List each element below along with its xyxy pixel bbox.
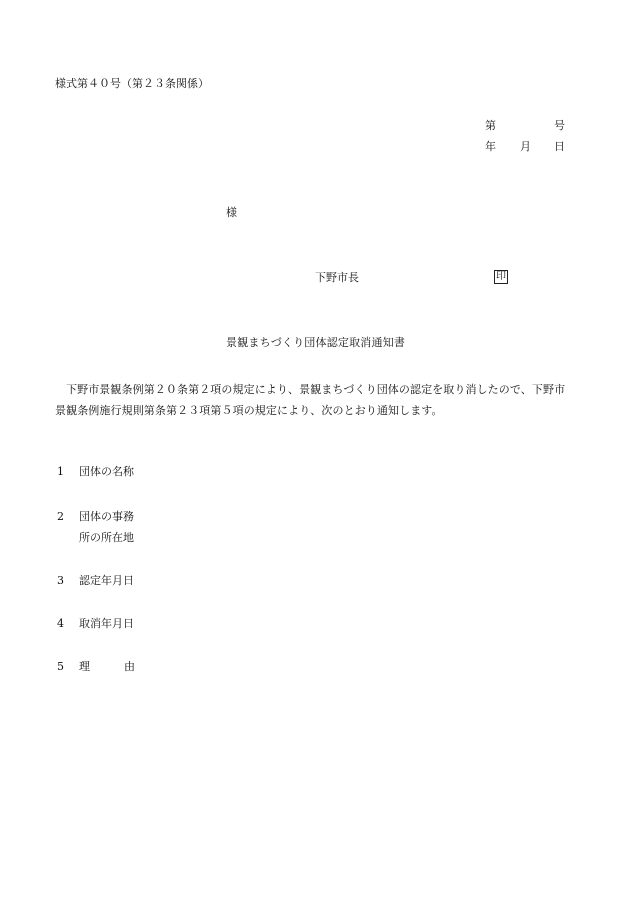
form-number: 様式第４０号（第２３条関係）: [55, 77, 209, 90]
notice-body: 下野市景観条例第２０条第２項の規定により、景観まちづくり団体の認定を取り消したので、下野市景観条例施行規則第条第２３項第５項の規定により、次のとおり通知します。: [55, 383, 566, 417]
item-number: 1: [57, 465, 64, 478]
item-label-part-2: 由: [124, 660, 135, 673]
item-number: 2: [57, 510, 64, 523]
item-label: 取消年月日: [79, 617, 134, 630]
item-number: 5: [57, 660, 64, 673]
document-title: 景観まちづくり団体認定取消通知書: [226, 336, 406, 349]
document-number-label: 第: [485, 119, 496, 132]
date-month-label: 月: [520, 140, 531, 153]
document-number-suffix: 号: [554, 119, 565, 132]
date-day-label: 日: [554, 140, 565, 153]
item-label-part-1: 理: [79, 660, 90, 673]
addressee-honorific: 様: [226, 206, 237, 219]
item-number: 3: [57, 574, 64, 587]
item-label: 認定年月日: [79, 574, 134, 587]
item-label: 団体の名称: [79, 465, 134, 478]
item-number: 4: [57, 617, 64, 630]
date-year-label: 年: [485, 140, 496, 153]
item-label-continued: 所の所在地: [79, 531, 134, 544]
seal-mark: 印: [496, 271, 506, 282]
item-label: 団体の事務: [79, 510, 134, 523]
issuer-name: 下野市長: [315, 271, 359, 284]
